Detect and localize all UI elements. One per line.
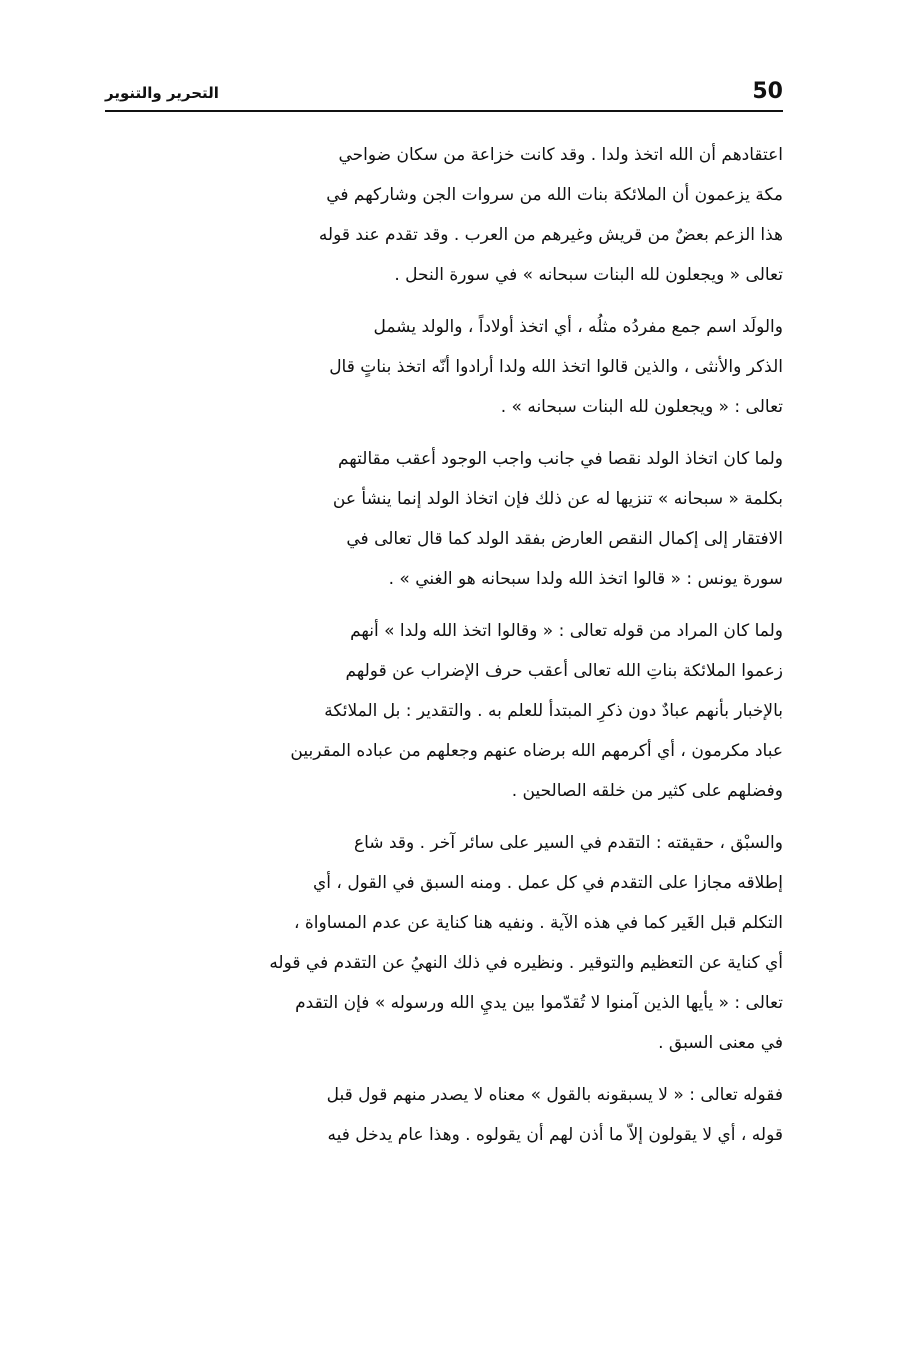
text-line: إطلاقه مجازا على التقدم في كل عمل . ومنه السبق في القول ، أي [313, 873, 783, 893]
text-line: عباد مكرمون ، أي أكرمهم الله برضاه عنهم وجعلهم من عباده المقربين [290, 741, 783, 761]
text-line: التكلم قبل الغَير كما في هذه الآية . ونفيه هنا كناية عن عدم المساواة ، [293, 913, 783, 933]
text-line: تعالى : « يأيها الذين آمنوا لا تُقدّموا بين يديِ الله ورسوله » فإن التقدم [295, 993, 783, 1013]
text-line: اعتقادهم أن الله اتخذ ولدا . وقد كانت خزاعة من سكان ضواحي [338, 145, 783, 165]
paragraph-3 [103, 439, 783, 599]
text-line: أي كناية عن التعظيم والتوقير . ونظيره في ذلك النهيُ عن التقدم في قوله [269, 953, 783, 973]
page-header [105, 78, 783, 110]
text-line: ولما كان المراد من قوله تعالى : « وقالوا اتخذ الله ولدا » أنهم [350, 621, 783, 641]
text-line: مكة يزعمون أن الملائكة بنات الله من سروات الجن وشاركهم في [326, 185, 783, 205]
paragraph-6 [103, 1075, 783, 1155]
page-body [103, 135, 783, 1155]
text-line: زعموا الملائكة بناتِ الله تعالى أعقب حرف الإضراب عن قولهم [345, 661, 783, 681]
text-line: ولما كان اتخاذ الولد نقصا في جانب واجب الوجود أعقب مقالتهم [337, 449, 783, 469]
text-line: وفضلهم على كثير من خلقه الصالحين . [511, 781, 783, 801]
text-line: الذكر والأنثى ، والذين قالوا اتخذ الله ولدا أرادوا أنّه اتخذ بناتٍ قال [329, 357, 783, 377]
text-line: فقوله تعالى : « لا يسبقونه بالقول » معناه لا يصدر منهم قول قبل [326, 1085, 783, 1105]
header-rule [105, 110, 783, 112]
text-line: تعالى « ويجعلون لله البنات سبحانه » في سورة النحل . [394, 265, 783, 285]
text-line: في معنى السبق . [658, 1033, 783, 1053]
text-line: بالإخبار بأنهم عبادٌ دون ذكرِ المبتدأ للعلم به . والتقدير : بل الملائكة [324, 701, 783, 721]
text-line: تعالى : « ويجعلون لله البنات سبحانه » . [500, 397, 783, 417]
paragraph-1 [103, 135, 783, 295]
paragraph-2 [103, 307, 783, 427]
paragraph-5 [103, 823, 783, 1063]
text-line: والولَد اسم جمع مفردُه مثلُه ، أي اتخذ أولاداً ، والولد يشمل [373, 317, 783, 337]
page-number: 50 [752, 79, 783, 104]
text-line: بكلمة « سبحانه » تنزيها له عن ذلك فإن اتخاذ الولد إنما ينشأ عن [332, 489, 783, 509]
text-line: سورة يونس : « قالوا اتخذ الله ولدا سبحانه هو الغني » . [388, 569, 783, 589]
text-line: هذا الزعم بعضٌ من قريش وغيرهم من العرب . وقد تقدم عند قوله [318, 225, 783, 245]
running-title: التحرير والتنوير [105, 84, 219, 102]
text-line: والسبْق ، حقيقته : التقدم في السير على سائر آخر . وقد شاع [353, 833, 783, 853]
paragraph-4 [103, 611, 783, 811]
text-line: الافتقار إلى إكمال النقص العارض بفقد الولد كما قال تعالى في [346, 529, 783, 549]
text-line: قوله ، أي لا يقولون إلاّ ما أذن لهم أن يقولوه . وهذا عام يدخل فيه [327, 1125, 783, 1145]
